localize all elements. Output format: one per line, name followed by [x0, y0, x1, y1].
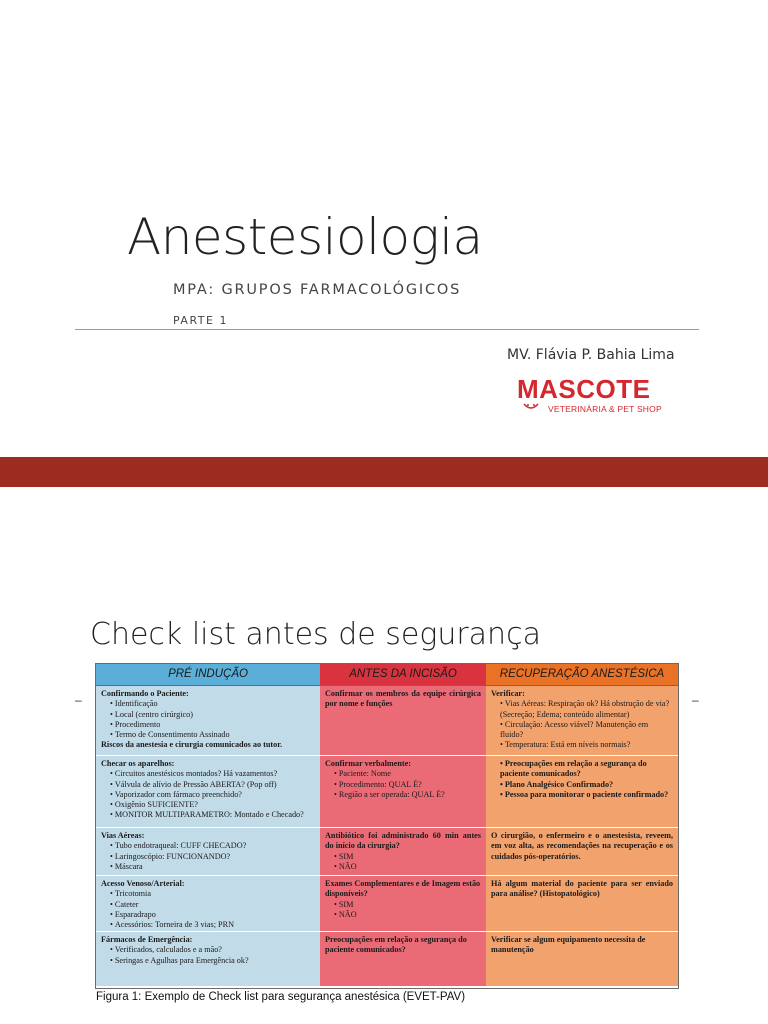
slide-2-title: Check list antes de segurança — [90, 617, 541, 652]
cell-title: Verificar: — [491, 689, 525, 698]
list-item: • Temperatura: Está em níveis normais? — [500, 740, 673, 750]
cell-title: Vias Aéreas: — [101, 831, 145, 840]
list-item: • Circulação: Acesso viável? Manutenção em fluido? — [500, 720, 673, 741]
list-item: • NÃO — [334, 910, 481, 920]
cell-list — [101, 769, 315, 820]
list-item: • Cateter — [110, 900, 315, 910]
cell-list — [491, 699, 673, 750]
table-cell — [96, 686, 320, 756]
cell-list — [101, 841, 315, 872]
checklist-table — [95, 663, 679, 989]
list-item: • Vaporizador com fármaco preenchido? — [110, 790, 315, 800]
slide-1 — [0, 0, 768, 457]
cell-title: Exames Complementares e de Imagem estão disponíveis? — [325, 879, 481, 899]
list-item: • Laringoscópio: FUNCIONANDO? — [110, 852, 315, 862]
table-cell — [96, 932, 320, 987]
cell-title: Fármacos de Emergência: — [101, 935, 193, 944]
list-item: • Acessórios: Torneira de 3 vias; PRN — [110, 920, 315, 930]
list-item: • Circuitos anestésicos montados? Há vazamentos? — [110, 769, 315, 779]
dash-right: – — [692, 693, 699, 707]
list-item: • Plano Analgésico Confirmado? — [500, 780, 673, 790]
table-cell — [486, 932, 678, 987]
cell-title: Checar os aparelhos: — [101, 759, 175, 768]
table-cell — [96, 756, 320, 828]
list-item: • Região a ser operada: QUAL É? — [334, 790, 481, 800]
cell-list — [325, 900, 481, 921]
logo-wordmark: MASCOTE — [517, 374, 651, 404]
dash-left: – — [75, 693, 82, 707]
cell-title: Verificar se algum equipamento necessita de manutenção — [491, 935, 646, 955]
logo-tagline: VETERINÁRIA & PET SHOP — [548, 404, 662, 414]
slide-part-label: PARTE 1 — [173, 314, 228, 327]
cell-title: Há algum material do paciente para ser enviado para análise? (Histopatológico) — [491, 879, 673, 899]
list-item: • Oxigênio SUFICIENTE? — [110, 800, 315, 810]
cell-list — [101, 945, 315, 966]
header-pre-inducao: PRÉ INDUÇÃO — [96, 664, 320, 686]
list-item: • Identificação — [110, 699, 315, 709]
slide-2 — [0, 487, 768, 1024]
checklist-figure — [85, 657, 684, 1024]
list-item: • Vias Aéreas: Respiração ok? Há obstrução de via? (Secreção; Edema; conteúdo alimentar) — [500, 699, 673, 720]
cell-list — [491, 759, 673, 800]
cell-list — [101, 889, 315, 930]
cell-title: Antibiótico foi administrado 60 min antes do início da cirurgia? — [325, 831, 481, 851]
cell-list — [325, 852, 481, 873]
table-cell — [486, 756, 678, 828]
table-cell — [320, 756, 486, 828]
list-item: • Verificados, calculados e a mão? — [110, 945, 315, 955]
list-item: • Preocupações em relação a segurança do paciente comunicados? — [500, 759, 673, 780]
table-cell — [320, 876, 486, 932]
list-item: • SIM — [334, 852, 481, 862]
list-item: • Termo de Consentimento Assinado — [110, 730, 315, 740]
table-cell — [486, 828, 678, 876]
list-item: • Procedimento: QUAL É? — [334, 780, 481, 790]
table-cell — [320, 932, 486, 987]
slide-subtitle: MPA: GRUPOS FARMACOLÓGICOS — [173, 282, 462, 298]
cell-title: Preocupações em relação a segurança do paciente comunicados? — [325, 935, 467, 955]
cell-title: Acesso Venoso/Arterial: — [101, 879, 185, 888]
header-recuperacao: RECUPERAÇÃO ANESTÉSICA — [486, 664, 678, 686]
cell-title: O cirurgião, o enfermeiro e o anestesista, reveem, em voz alta, as recomendações na recuperação e os cuidados pós-operatórios. — [491, 831, 673, 861]
list-item: • Paciente: Nome — [334, 769, 481, 779]
mascote-logo — [517, 374, 662, 418]
list-item: • Máscara — [110, 862, 315, 872]
table-cell — [486, 686, 678, 756]
list-item: • Procedimento — [110, 720, 315, 730]
slide-separator-band — [0, 457, 768, 487]
list-item: • Seringas e Agulhas para Emergência ok? — [110, 956, 315, 966]
cell-title: Confirmando o Paciente: — [101, 689, 189, 698]
list-item: • MONITOR MULTIPARAMETRO: Montado e Checado? — [110, 810, 315, 820]
divider-line — [75, 329, 699, 330]
table-cell — [96, 876, 320, 932]
slide-title: Anestesiologia — [127, 208, 483, 266]
table-cell — [486, 876, 678, 932]
figure-caption: Figura 1: Exemplo de Check list para segurança anestésica (EVET-PAV) — [96, 991, 466, 1003]
list-item: • Tubo endotraqueal: CUFF CHECADO? — [110, 841, 315, 851]
table-cell — [320, 828, 486, 876]
list-item: • SIM — [334, 900, 481, 910]
list-item: • Pessoa para monitorar o paciente confirmado? — [500, 790, 673, 800]
cell-footer: Riscos da anestesia e cirurgia comunicados ao tutor. — [101, 740, 283, 750]
cat-face-icon — [523, 402, 539, 412]
list-item: • Válvula de alívio de Pressão ABERTA? (Pop off) — [110, 780, 315, 790]
cell-list — [101, 699, 315, 740]
cell-title: Confirmar verbalmente: — [325, 759, 412, 768]
header-antes-incisao: ANTES DA INCISÃO — [320, 664, 486, 686]
list-item: • NÃO — [334, 862, 481, 872]
cell-list — [325, 769, 481, 800]
list-item: • Esparadrapo — [110, 910, 315, 920]
list-item: • Tricotomia — [110, 889, 315, 899]
table-cell — [96, 828, 320, 876]
author-name: MV. Flávia P. Bahia Lima — [507, 347, 675, 363]
list-item: • Local (centro cirúrgico) — [110, 710, 315, 720]
table-cell — [320, 686, 486, 756]
cell-title: Confirmar os membros da equipe cirúrgica por nome e funções — [325, 689, 481, 709]
